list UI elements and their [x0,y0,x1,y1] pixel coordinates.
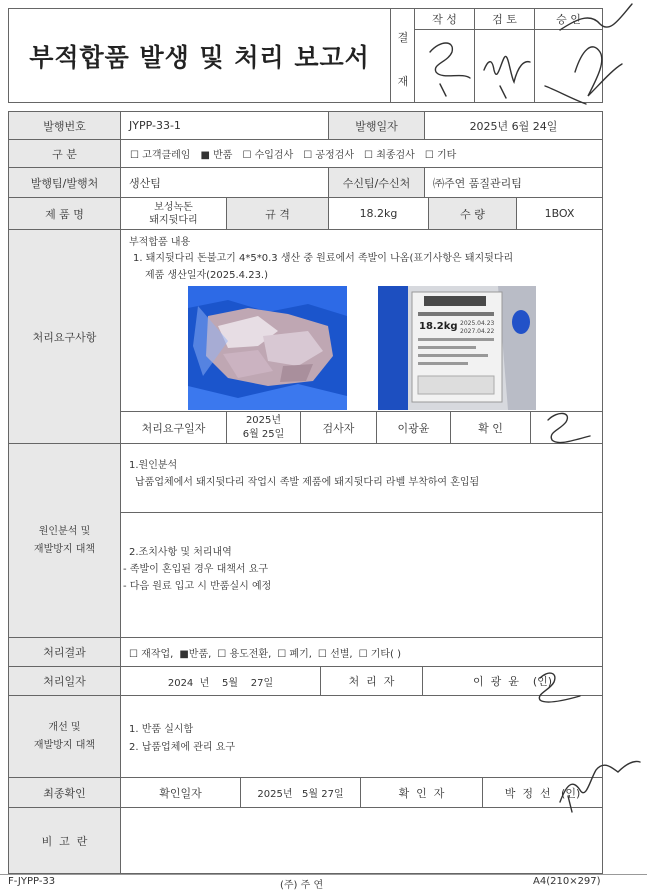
request-line2: 제품 생산일자(2025.4.23.) [145,270,269,281]
request-date-line1: 2025년 [245,414,282,426]
inspector-label: 검사자 [300,411,377,444]
issue-date-value: 2025년 6월 24일 [424,111,603,140]
label-date2: 2027.04.22 [460,328,495,335]
cause-label-line2: 재발방지 대책 [33,543,96,555]
request-label: 처리요구사항 [8,229,121,444]
process-date-value: 2024 년 5월 27일 [120,666,321,696]
result-label: 처리결과 [8,637,121,667]
cause-s1-title: 1.원인분석 [129,460,178,471]
category-option: ☐ 기타 [424,150,457,161]
result-option: ☐ 재작업, [129,648,174,660]
confirm-label: 확 인 [450,411,531,444]
final-label: 최종확인 [8,777,121,808]
remarks-label: 비 고 란 [8,807,121,874]
issuer-value: 생산팀 [120,167,329,198]
category-option: ☐ 최종검사 [364,150,415,161]
category-option: ☐ 공정검사 [303,150,355,161]
improvement-line2: 2. 납품업체에 관리 요구 [129,742,236,753]
spec-value: 18.2kg [328,197,429,230]
final-date-value: 2025년 5월 27일 [240,777,361,808]
signature-approver [560,4,632,30]
handler-label: 처 리 자 [320,666,423,696]
label-date1: 2025.04.23 [460,320,495,327]
cause-s2-line1: - 족발이 혼입된 경우 대책서 요구 [123,564,269,575]
footer-form-code: F-JYPP-33 [8,876,56,887]
cause-s2-line2: - 다음 원료 입고 시 반품실시 예정 [123,581,272,592]
result-option: ☐ 기타( ) [358,648,402,660]
inspector-value: 이광윤 [376,411,451,444]
result-option: ☐ 선별, [317,648,353,660]
document-title: 부적합품 발생 및 처리 보고서 [8,8,391,103]
receiver-value: ㈜주연 품질관리팀 [424,167,603,198]
signature-handler [539,673,580,702]
approval-side-label-top: 결 [397,31,409,44]
approval-header-author: 작 성 [414,8,475,30]
cause-s1-text: 납품업체에서 돼지뒷다리 작업시 족발 제품에 돼지뒷다리 라벨 부착하여 혼입됨 [135,477,480,488]
improvement-label-line2: 재발방지 대책 [33,739,96,751]
qty-value: 1BOX [516,197,603,230]
category-option: ☐ 고객클레임 [130,150,191,161]
label-weight: 18.2kg [419,321,458,332]
product-name-line2: 돼지뒷다리 [149,214,198,226]
improvement-label-line1: 개선 및 [48,721,81,733]
category-option: ■ 반품 [200,150,233,161]
cause-label-line1: 원인분석 및 [38,525,91,537]
handler-value: 이 광 윤 (인) [422,666,603,696]
signature-author [430,43,470,78]
category-option: ☐ 수입검사 [242,150,294,161]
result-option: ☐ 용도전환, [217,648,272,660]
final-date-label: 확인일자 [120,777,241,808]
approval-header-approver: 승 인 [534,8,603,30]
footer-company: (주) 주 연 [280,880,324,891]
approval-side-label-bottom: 재 [397,75,409,88]
request-heading: 부적합품 내용 [129,237,191,248]
issue-no-label: 발행번호 [8,111,121,140]
result-option: ■반품, [179,648,212,660]
result-option: ☐ 폐기, [277,648,312,660]
qty-label: 수 량 [428,197,517,230]
issuer-label: 발행팀/발행처 [8,167,121,198]
process-date-label: 처리일자 [8,666,121,696]
request-line1: 1. 돼지뒷다리 돈불고기 4*5*0.3 생산 중 원료에서 족발이 나옴(표기사항은 돼지뒷다리 [133,253,514,264]
improvement-line1: 1. 반품 실시함 [129,724,194,735]
confirmer-label: 확 인 자 [360,777,483,808]
signature-final [560,761,640,802]
product-name-label: 제 품 명 [8,197,121,230]
signature-reviewer [484,56,530,82]
cause-s2-title: 2.조치사항 및 처리내역 [129,547,232,558]
product-name-line1: 보성녹돈 [154,201,193,213]
issue-date-label: 발행일자 [328,111,425,140]
receiver-label: 수신팀/수신처 [328,167,425,198]
request-date-line2: 6월 25일 [242,428,285,440]
approval-header-reviewer: 검 토 [474,8,535,30]
issue-no-value: JYPP-33-1 [120,111,329,140]
signature-confirm [548,413,590,442]
spec-label: 규 격 [226,197,329,230]
footer-paper-size: A4(210×297) [533,876,601,887]
category-label: 구 분 [8,139,121,168]
request-date-label: 처리요구일자 [120,411,227,444]
confirmer-value: 박 정 선 (인) [482,777,603,808]
